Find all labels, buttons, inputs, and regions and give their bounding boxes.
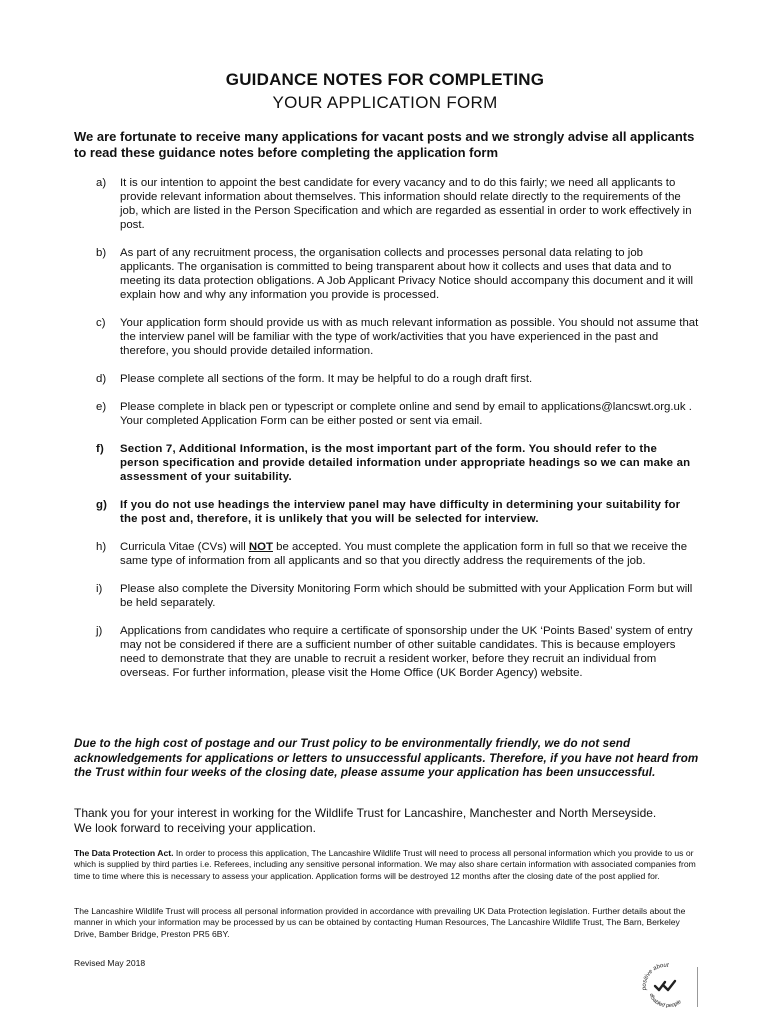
- list-item-label: b): [96, 247, 107, 259]
- data-protection-heading: The Data Protection Act.: [74, 848, 174, 858]
- data-protection-text: In order to process this application, The Lancashire Wildlife Trust will need to process all personal information which you provide to us or which is supplied by third parties i.e. Referees, including any sensitive personal information. We may also share certain information with associated companies from time to time where this is necessary to assess your application. Application forms will be destroyed 12 months after the closing date of the post applied for.: [74, 848, 696, 881]
- list-item: [74, 176, 699, 232]
- list-item-text: Your application form should provide us with as much relevant information as possible. You should not assume that the interview panel will be familiar with the type of work/activities that you have experienced in the past and therefore, you should provide detailed information.: [120, 317, 699, 357]
- list-item-text: As part of any recruitment process, the organisation collects and processes personal data relating to job applicants. The organisation is committed to being transparent about how it collects and uses that data and to meeting its data protection obligations. A Job Applicant Privacy Notice should accompany this document and it will explain how and why any information you provide is processed.: [120, 247, 694, 301]
- list-item: [74, 540, 699, 568]
- list-item-text: Please complete all sections of the form. It may be helpful to do a rough draft first.: [120, 373, 533, 385]
- list-item-text: If you do not use headings the interview panel may have difficulty in determining your suitability for the post and, therefore, it is unlikely that you will be selected for interview.: [120, 499, 681, 525]
- emphasis-not: NOT: [248, 541, 273, 553]
- list-item-text: Applications from candidates who require a certificate of sponsorship under the UK ‘Points Based’ system of entry may not be considered if there are a sufficient number of other suitable candidates. This is because employers need to demonstrate that they are unable to recruit a resident worker, before they recruit an individual from overseas. For further information, please visit the Home Office (UK Border Agency) website.: [120, 625, 693, 679]
- list-item-label: i): [96, 583, 103, 595]
- list-item: [74, 316, 699, 358]
- list-item: [74, 400, 699, 428]
- list-item: [74, 498, 699, 526]
- list-item: [74, 582, 699, 610]
- positive-about-disabled-people-logo: [640, 962, 692, 1008]
- list-item-label: a): [96, 177, 107, 189]
- logo-divider: [697, 967, 698, 1007]
- list-item-label: h): [96, 541, 107, 553]
- list-item-label: e): [96, 401, 107, 413]
- intro-paragraph: We are fortunate to receive many applications for vacant posts and we strongly advise all applicants to read these guidance notes before completing the application form: [74, 129, 695, 160]
- double-tick-icon: [655, 981, 675, 990]
- revision-date: Revised May 2018: [74, 958, 146, 968]
- list-item: [74, 624, 699, 680]
- list-item-text: Section 7, Additional Information, is the most important part of the form. You should refer to the person specification and provide detailed information under appropriate headings so we can make an assessment of your suitability.: [120, 443, 691, 483]
- logo-text-bottom: disabled people: [647, 993, 683, 1008]
- list-item-label: g): [96, 499, 108, 511]
- list-item-text: [120, 540, 699, 568]
- list-item-label: c): [96, 317, 106, 329]
- postage-notice: Due to the high cost of postage and our Trust policy to be environmentally friendly, we do not send acknowledgements for applications or letters to unsuccessful applicants. Therefore, if you have not heard from the Trust within four weeks of the closing date, please assume your application has been unsuccessful.: [74, 737, 699, 779]
- list-item-text-before: Curricula Vitae (CVs) will: [120, 541, 249, 553]
- list-item-text: Please also complete the Diversity Monitoring Form which should be submitted with your Application Form but will be held separately.: [120, 583, 693, 609]
- list-item: [74, 372, 699, 386]
- list-item-text-after: be accepted. You must complete the application form in full so that we receive the same type of information from all applicants and so that you directly address the requirements of the job.: [120, 541, 688, 567]
- data-protection-paragraph: [74, 848, 699, 882]
- list-item-label: j): [96, 625, 103, 637]
- logo-text-top: positive about: [641, 962, 669, 991]
- page-title: GUIDANCE NOTES FOR COMPLETING: [225, 70, 545, 89]
- list-item-text: Please complete in black pen or typescript or complete online and send by email to applications@lancswt.org.uk . Your completed Application Form can be either posted or sent via email.: [120, 401, 692, 427]
- list-item: [74, 246, 699, 302]
- thanks-paragraph: Thank you for your interest in working for the Wildlife Trust for Lancashire, Manchester and North Merseyside. We look forward to receiving your application.: [74, 806, 657, 835]
- list-item-label: d): [96, 373, 107, 385]
- list-item-label: f): [96, 443, 104, 455]
- list-item-text: It is our intention to appoint the best candidate for every vacancy and to do this fairly; we need all applicants to provide relevant information about themselves. This information should relate directly to the requirements of the job, which are listed in the Person Specification and which are regarded as essential in order to work effectively in post.: [120, 177, 692, 231]
- list-item: [74, 442, 699, 484]
- page-subtitle: YOUR APPLICATION FORM: [272, 93, 498, 112]
- guidance-list: [74, 176, 699, 694]
- data-protection-legislation-paragraph: The Lancashire Wildlife Trust will process all personal information provided in accordance with prevailing UK Data Protection legislation. Further details about the manner in which your information may be processed by us can be obtained by contacting Human Resources, The Lancashire Wildlife Trust, The Barn, Berkeley Drive, Bamber Bridge, Preston PR5 6BY.: [74, 906, 686, 939]
